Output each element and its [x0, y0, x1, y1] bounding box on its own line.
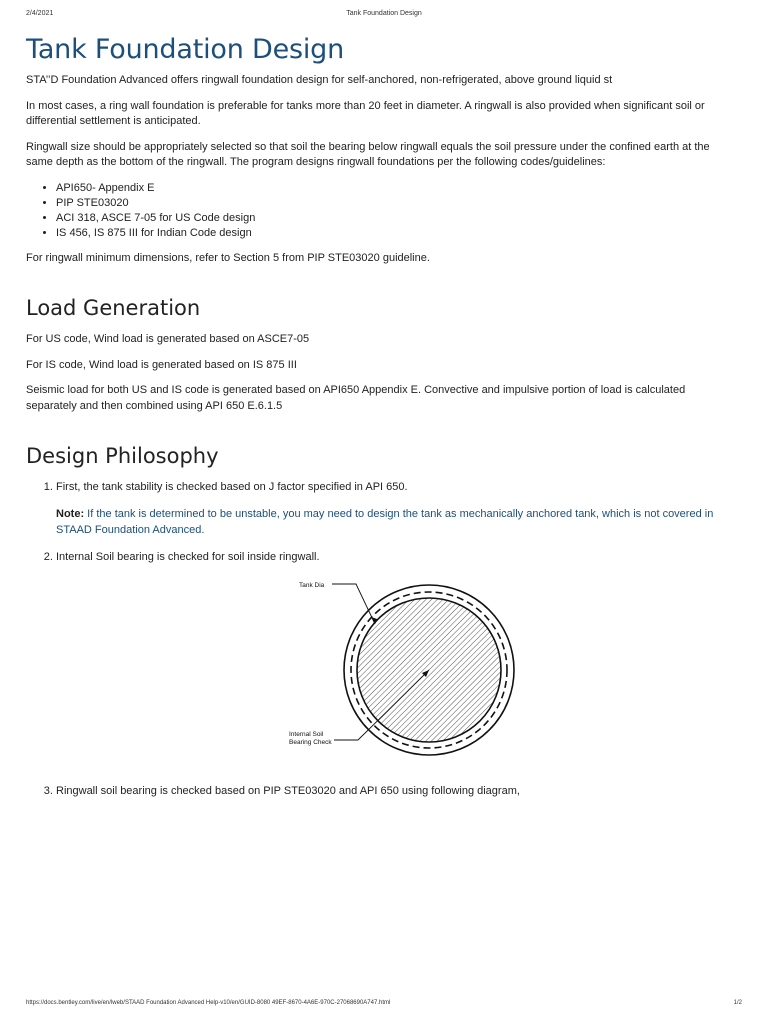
list-item: • ACI 318, ASCE 7-05 for US Code design [56, 211, 736, 226]
internal-soil-label-line1: Internal Soil [289, 731, 324, 738]
design-philosophy-heading: Design Philosophy [26, 444, 219, 468]
load-paragraph-3: Seismic load for both US and IS code is generated based on API650 Appendix E. Convective and impulsive portion of load is calculated separately and then combined using API 650 E.6.1.5 [26, 384, 686, 412]
article-content [26, 30, 736, 811]
design-step-2-text: Internal Soil bearing is checked for soil inside ringwall. [56, 551, 320, 563]
design-step-3-text: Ringwall soil bearing is checked based on PIP STE03020 and API 650 using following diagram, [56, 785, 520, 797]
print-header [26, 10, 742, 22]
list-item: • PIP STE03020 [56, 196, 736, 211]
ringwall-diagram [286, 575, 736, 770]
codes-list [26, 181, 736, 241]
design-step-1 [56, 480, 736, 538]
list-item: • API650- Appendix E [56, 181, 736, 196]
tank-dia-label: Tank Dia [299, 582, 325, 589]
ringwall-diagram-svg [286, 575, 546, 765]
min-dimensions-paragraph: For ringwall minimum dimensions, refer to Section 5 from PIP STE03020 guideline. [26, 251, 430, 264]
load-generation-heading: Load Generation [26, 296, 201, 320]
intro-paragraph-2: In most cases, a ring wall foundation is preferable for tanks more than 20 feet in diameter. A ringwall is also provided when significant soil or differential settlement is anticipated. [26, 99, 705, 127]
load-paragraph-1: For US code, Wind load is generated based on ASCE7-05 [26, 333, 310, 345]
print-date: 2/4/2021 [26, 10, 54, 17]
page-title: Tank Foundation Design [26, 34, 345, 65]
internal-soil-label-line2: Bearing Check [289, 739, 332, 746]
design-step-3 [56, 784, 736, 799]
print-url: https://docs.bentley.com/live/en/lweb/STAAD Foundation Advanced Help-v10/en/GUID-8080 49EF-8670-4A6E-970C-27068690A747.html [26, 1000, 391, 1006]
list-item: • IS 456, IS 875 III for Indian Code design [56, 226, 736, 241]
design-step-2 [56, 550, 736, 770]
page-number: 1/2 [733, 1000, 742, 1006]
intro-paragraph-3: Ringwall size should be appropriately selected so that soil the bearing below ringwall equals the soil pressure under the confined earth at the same depth as the bottom of the ringwall. The program designs ringwall foundations per the following codes/guidelines: [26, 140, 710, 168]
print-footer [26, 1000, 742, 1010]
print-header-title: Tank Foundation Design [346, 10, 422, 17]
design-steps-list [26, 480, 736, 799]
note-text: If the tank is determined to be unstable, you may need to design the tank as mechanically anchored tank, which is not covered in STAAD Foundation Advanced. [56, 508, 714, 536]
design-step-1-text: First, the tank stability is checked based on J factor specified in API 650. [56, 481, 408, 493]
intro-paragraph-1: STA’’D Foundation Advanced offers ringwall foundation design for self-anchored, non-refrigerated, above ground liquid st [26, 74, 613, 86]
note-label: Note: [56, 508, 85, 520]
load-paragraph-2: For IS code, Wind load is generated based on IS 875 III [26, 358, 297, 371]
note-box [52, 507, 736, 538]
